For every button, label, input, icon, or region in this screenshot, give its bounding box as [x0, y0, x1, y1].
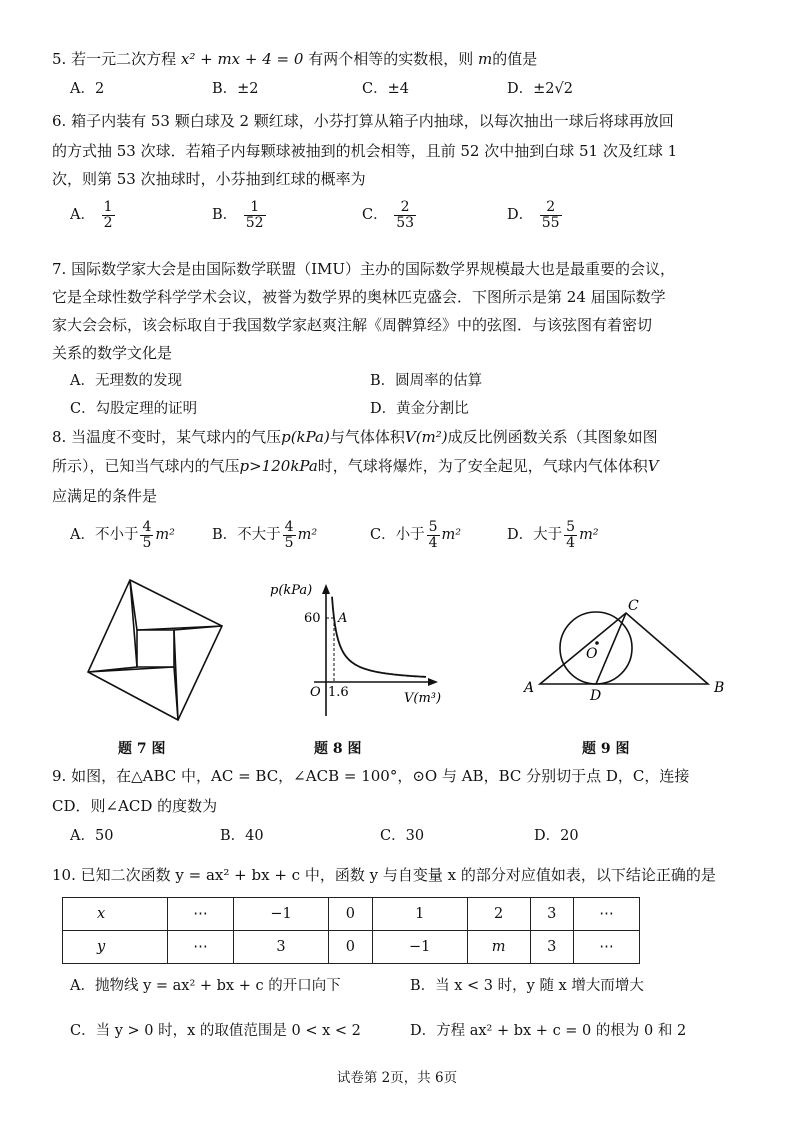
fig8-point-a: A — [338, 611, 348, 626]
fraction-numerator: 2 — [394, 200, 416, 216]
q5-option-a: A．2 — [70, 81, 105, 97]
fraction-numerator: 5 — [428, 519, 438, 535]
q8-option-d — [507, 520, 599, 550]
q10-option-a: A．抛物线 y = ax² + bx + c 的开口向下 — [70, 978, 341, 994]
q8-pressure-var: p(kPa) — [281, 428, 330, 446]
table-cell: 0 — [329, 931, 373, 964]
unit: m² — [297, 527, 318, 544]
table-cell: m — [467, 931, 530, 964]
fig8-y-arrow — [322, 584, 330, 594]
table-cell: 3 — [530, 931, 574, 964]
fig9-diagram — [518, 596, 732, 702]
table-cell: 2 — [467, 898, 530, 931]
table-cell: 0 — [329, 898, 373, 931]
q5-stem — [52, 48, 537, 70]
q8-line1-e: 成反比例函数关系（其图象如图 — [447, 428, 658, 446]
q8-option-c-label: C．小于 — [370, 527, 425, 544]
q7-line-2: 它是全球性数学科学学术会议，被誉为数学界的奥林匹克盛会．下图所示是第 24 届国际数学 — [52, 288, 666, 306]
q6-option-d — [507, 200, 564, 230]
fraction-denominator: 2 — [103, 214, 113, 231]
fig9-triangle — [540, 613, 708, 684]
q6-option-d-fraction — [540, 200, 562, 230]
unit: m² — [579, 527, 599, 544]
fraction-denominator: 55 — [541, 214, 560, 231]
q8-option-d-fraction — [564, 520, 577, 550]
q7-option-b: B．圆周率的估算 — [370, 373, 483, 389]
fraction-numerator: 4 — [284, 519, 294, 535]
fig7-string-diagram — [82, 578, 232, 728]
q7-line-1: 7. 国际数学家大会是由国际数学联盟（IMU）主办的国际数学界规模最大也是最重要的会议， — [52, 260, 676, 278]
fraction-numerator: 1 — [244, 200, 266, 216]
q6-option-d-label: D． — [507, 207, 534, 224]
fraction-denominator: 4 — [566, 534, 576, 551]
table-cell: 3 — [233, 931, 328, 964]
table-cell: ⋯ — [574, 931, 640, 964]
q6-option-b-fraction — [244, 200, 266, 230]
q8-line1-a: 8. 当温度不变时，某气球内的气压 — [52, 428, 282, 446]
q6-line-2: 的方式抽 53 次球．若箱子内每颗球被抽到的机会相等，且前 52 次中抽到白球 51 次及红球 1 — [52, 142, 678, 160]
q7-line-3: 家大会会标，该会标取自于我国数学家赵爽注解《周髀算经》中的弦图．与该弦图有着密切 — [52, 316, 653, 334]
q5-stem-b: 有两个相等的实数根，则 — [308, 50, 474, 68]
q8-line2-c: 时，气球将爆炸，为了安全起见，气球内气体体积 — [317, 457, 648, 475]
q10-option-b: B．当 x < 3 时，y 随 x 增大而增大 — [410, 978, 644, 994]
q7-option-c: C．勾股定理的证明 — [70, 401, 198, 417]
table-cell: ⋯ — [168, 931, 234, 964]
fraction-denominator: 5 — [142, 534, 152, 551]
q8-v: V — [647, 457, 659, 475]
fig9-label-b: B — [714, 680, 725, 696]
fig8-origin: O — [310, 685, 321, 700]
table-cell: −1 — [233, 898, 328, 931]
fig8-x-label: V(m³) — [404, 691, 442, 706]
table-cell: ⋯ — [168, 898, 234, 931]
table-row — [63, 931, 640, 964]
q8-line-2 — [52, 455, 659, 477]
q6-option-b — [212, 200, 268, 230]
fraction-denominator: 5 — [284, 534, 294, 551]
q8-line-3: 应满足的条件是 — [52, 487, 158, 505]
q6-line-1: 6. 箱子内装有 53 颗白球及 2 颗红球，小芬打算从箱子内抽球，以每次抽出一球后将球再放回 — [52, 112, 674, 130]
q7-line-4: 关系的数学文化是 — [52, 344, 173, 362]
fig8-caption: 题 8 图 — [314, 741, 362, 757]
q6-option-c-label: C． — [362, 207, 388, 224]
q5-equation: x² + mx + 4 = 0 — [180, 50, 304, 68]
fraction-denominator: 53 — [396, 214, 415, 231]
fig8-x-arrow — [428, 678, 438, 686]
q5-option-d: D．±2√2 — [507, 81, 573, 97]
fig9-label-o: O — [586, 646, 598, 662]
q7-option-a: A．无理数的发现 — [70, 373, 182, 389]
q8-option-c — [370, 520, 461, 550]
q10-stem: 10. 已知二次函数 y = ax² + bx + c 中，函数 y 与自变量 x 的部分对应值如表，以下结论正确的是 — [52, 866, 716, 884]
fig9-center-dot — [595, 641, 599, 645]
q8-condition: p>120kPa — [239, 457, 318, 475]
q8-line2-a: 所示），已知当气球内的气压 — [52, 457, 240, 475]
fraction-numerator: 5 — [566, 519, 576, 535]
table-cell: −1 — [372, 931, 467, 964]
q9-option-c: C．30 — [380, 828, 425, 844]
fraction-numerator: 4 — [142, 519, 152, 535]
fig8-graph — [266, 578, 446, 728]
table-cell: y — [63, 931, 168, 964]
fig9-label-d: D — [590, 688, 602, 702]
fraction-numerator: 2 — [540, 200, 562, 216]
unit: m² — [155, 527, 175, 544]
fig9-caption: 题 9 图 — [582, 741, 630, 757]
q8-option-a-fraction — [140, 520, 153, 550]
table-cell: x — [63, 898, 168, 931]
q9-line-2: CD．则∠ACD 的度数为 — [52, 797, 218, 815]
fig8-x-tick: 1.6 — [328, 685, 349, 700]
unit: m² — [441, 527, 462, 544]
q8-volume-var: V(m²) — [404, 428, 448, 446]
q6-option-c — [362, 200, 418, 230]
table-cell: ⋯ — [574, 898, 640, 931]
q8-option-c-fraction — [427, 520, 440, 550]
q6-option-a — [70, 200, 117, 230]
q6-line-3: 次，则第 53 次抽球时，小芬抽到红球的概率为 — [52, 170, 366, 188]
q5-option-c: C．±4 — [362, 81, 409, 97]
q7-option-d: D．黄金分割比 — [370, 401, 469, 417]
q9-option-a: A．50 — [70, 828, 114, 844]
fig7-inner-square — [137, 630, 174, 667]
q10-option-d: D．方程 ax² + bx + c = 0 的根为 0 和 2 — [410, 1023, 687, 1039]
fig9-label-a: A — [524, 680, 535, 696]
fig8-y-label: p(kPa) — [270, 583, 313, 598]
q5-stem-a: 5. 若一元二次方程 — [52, 50, 177, 68]
q8-line1-c: 与气体体积 — [329, 428, 405, 446]
fig8-y-tick: 60 — [304, 611, 321, 626]
table-row — [63, 898, 640, 931]
q8-option-a-label: A．不小于 — [70, 527, 139, 544]
fig9-label-c: C — [628, 598, 639, 614]
q10-value-table — [62, 897, 640, 964]
q10-option-c: C．当 y > 0 时，x 的取值范围是 0 < x < 2 — [70, 1023, 361, 1039]
q8-option-b-label: B．不大于 — [212, 527, 281, 544]
q6-option-a-fraction — [102, 200, 115, 230]
table-cell: 3 — [530, 898, 574, 931]
q5-stem-c: 的值是 — [492, 50, 538, 68]
q9-line-1: 9. 如图，在△ABC 中，AC = BC，∠ACB = 100°，⊙O 与 AB，BC 分别切于点 D，C，连接 — [52, 767, 690, 785]
q9-option-b: B．40 — [220, 828, 264, 844]
q6-option-c-fraction — [394, 200, 416, 230]
fraction-denominator: 4 — [428, 534, 438, 551]
fig7-caption: 题 7 图 — [118, 741, 166, 757]
q8-option-b — [212, 520, 317, 550]
q8-option-a — [70, 520, 175, 550]
q5-var: m — [478, 50, 493, 68]
fraction-numerator: 1 — [103, 199, 113, 215]
page-footer: 试卷第 2页，共 6页 — [336, 1070, 458, 1086]
table-cell: 1 — [372, 898, 467, 931]
fig8-curve — [332, 597, 426, 677]
fig7-outer-square — [88, 580, 222, 720]
q5-option-b: B．±2 — [212, 81, 259, 97]
q8-line-1 — [52, 426, 658, 448]
q6-option-a-label: A． — [70, 207, 95, 224]
fraction-denominator: 52 — [245, 214, 264, 231]
q8-option-d-label: D．大于 — [507, 527, 563, 544]
q9-option-d: D．20 — [534, 828, 579, 844]
q8-option-b-fraction — [283, 520, 296, 550]
q6-option-b-label: B． — [212, 207, 238, 224]
